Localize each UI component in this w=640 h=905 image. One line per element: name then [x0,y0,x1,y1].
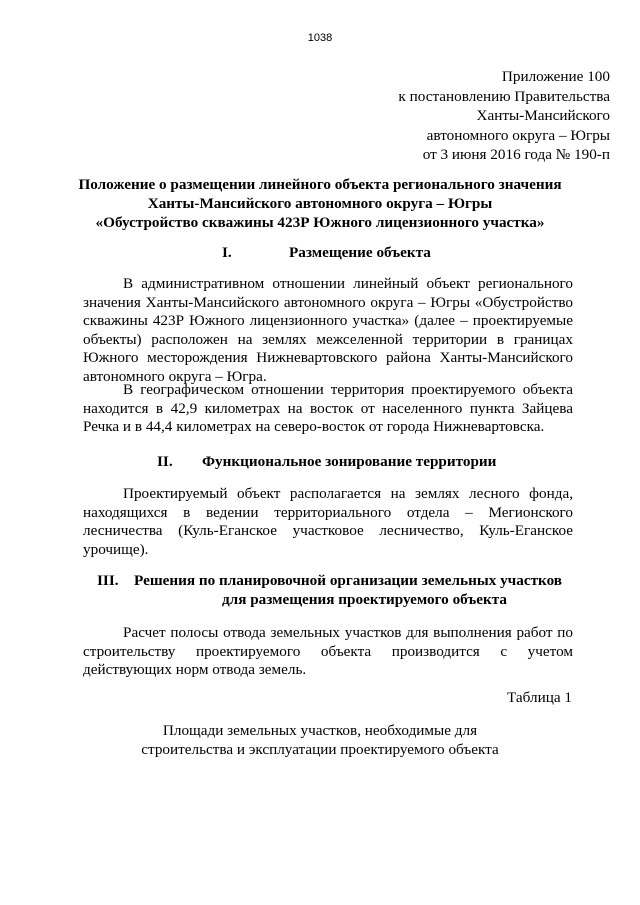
appendix-line: автономного округа – Югры [426,126,610,144]
document-title [60,175,580,232]
title-line: Ханты-Мансийского автономного округа – Югры [147,195,493,212]
section-number: I. [222,244,232,261]
title-line: Положение о размещении линейного объекта регионального значения [78,176,562,193]
appendix-block [398,67,610,165]
section-number: II. [157,453,173,470]
paragraph: В географическом отношении территория проектируемого объекта находится в 42,9 километрах на восток от населенного пункта Зайцева Речка и в 44,4 километрах на северо-восток от города Нижневартовска. [83,381,573,436]
section-number: III. [97,572,119,589]
table-label: Таблица 1 [507,689,572,706]
page-number: 1038 [307,32,333,44]
section-title: Размещение объекта [289,244,431,261]
title-line: «Обустройство скважины 423Р Южного лицензионного участка» [95,214,545,231]
paragraph: Проектируемый объект располагается на землях лесного фонда, находящихся в ведении территориального отдела – Мегионского лесничества (Куль-Еганское участковое лесничество, Куль-Еганское урочище). [83,485,573,558]
paragraph: Расчет полосы отвода земельных участков для выполнения работ по строительству проектируемого объекта производится с учетом действующих норм отвода земель. [83,624,573,679]
caption-line: Площади земельных участков, необходимые для [162,722,478,739]
appendix-line: Приложение 100 [501,68,610,85]
appendix-line: Ханты-Мансийского [476,107,610,125]
appendix-line: к постановлению Правительства [398,87,610,105]
appendix-line: от 3 июня 2016 года № 190-п [422,146,610,164]
section-title: Функциональное зонирование территории [202,453,497,470]
section-title-line: для размещения проектируемого объекта [222,591,507,608]
caption-line: строительства и эксплуатации проектируемого объекта [141,741,499,758]
section-title-line: Решения по планировочной организации земельных участков [134,572,562,589]
paragraph: В административном отношении линейный объект регионального значения Ханты-Мансийского автономного округа – Югры «Обустройство скважины 423Р Южного лицензионного участка» (далее – проектируемые объекты) расположен на землях межселенной территории в границах Южного месторождения Нижневартовского района Ханты-Мансийского автономного округа – Югра. [83,275,573,385]
table-caption [110,721,530,759]
